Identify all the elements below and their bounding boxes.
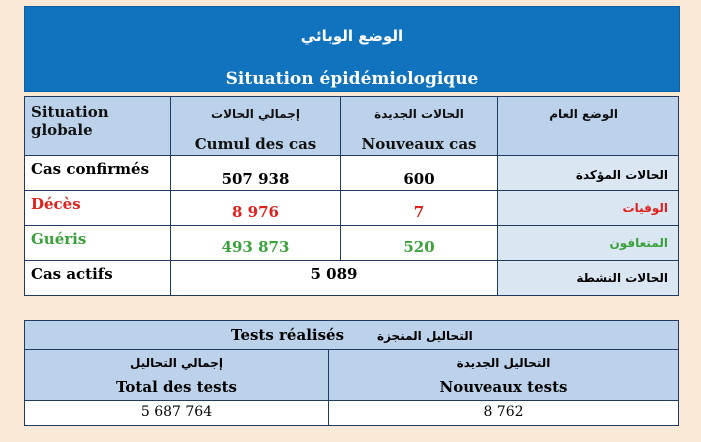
row-confirmed	[25, 156, 679, 191]
confirmed-new	[341, 156, 498, 191]
confirmed-label-text: Cas confirmés	[31, 160, 150, 178]
tests-title-row	[25, 321, 679, 350]
situation-table	[24, 96, 679, 296]
header-new	[341, 97, 498, 156]
row-deaths	[25, 191, 679, 226]
header-new-fr: Nouveaux cas	[361, 135, 477, 153]
header-cumul-fr: Cumul des cas	[194, 135, 317, 153]
header-new-ar: الحالات الجديدة	[374, 107, 464, 121]
tests-title-ar: التحاليل المنجزة	[377, 329, 473, 343]
confirmed-label-ar: الحالات المؤكدة	[575, 168, 668, 182]
confirmed-new-value: 600	[403, 170, 435, 188]
active-ar	[498, 261, 679, 296]
active-value: 5 089	[310, 265, 358, 283]
recovered-new	[341, 226, 498, 261]
recovered-label-text: Guéris	[31, 230, 87, 248]
banner-title-arabic: الوضع الوبائي	[300, 27, 404, 45]
row-recovered	[25, 226, 679, 261]
situation-header-row	[25, 97, 679, 156]
recovered-label-ar: المتعافون	[609, 236, 668, 250]
recovered-cumul	[171, 226, 341, 261]
active-label	[25, 261, 171, 296]
active-label-text: Cas actifs	[31, 265, 113, 283]
deaths-label-text: Décès	[31, 195, 81, 213]
deaths-cumul-value: 8 976	[232, 203, 279, 221]
deaths-ar	[498, 191, 679, 226]
confirmed-cumul	[171, 156, 341, 191]
header-global-label: Situation globale	[31, 103, 109, 139]
tests-header-row	[25, 350, 679, 401]
deaths-new	[341, 191, 498, 226]
confirmed-ar	[498, 156, 679, 191]
recovered-cumul-value: 493 873	[221, 238, 290, 256]
tests-title-cell	[25, 321, 679, 350]
tests-total-fr: Total des tests	[115, 378, 237, 396]
header-general-ar: الوضع العام	[549, 107, 618, 121]
tests-table	[24, 320, 679, 426]
tests-total-ar: إجمالي التحاليل	[130, 356, 223, 370]
tests-new-value: 8 762	[483, 404, 524, 420]
header-general	[498, 97, 679, 156]
deaths-new-value: 7	[413, 203, 425, 221]
banner-title-french: Situation épidémiologique	[225, 69, 479, 89]
tests-new-ar: التحاليل الجديدة	[456, 356, 551, 370]
deaths-label	[25, 191, 171, 226]
tests-values-row	[25, 401, 679, 426]
header-global	[25, 97, 171, 156]
row-active	[25, 261, 679, 296]
recovered-ar	[498, 226, 679, 261]
confirmed-label	[25, 156, 171, 191]
recovered-label	[25, 226, 171, 261]
header-cumul	[171, 97, 341, 156]
deaths-label-ar: الوفيات	[622, 201, 668, 215]
header-cumul-ar: إجمالي الحالات	[211, 107, 300, 121]
confirmed-cumul-value: 507 938	[221, 170, 290, 188]
deaths-cumul	[171, 191, 341, 226]
active-value-cell	[171, 261, 498, 296]
recovered-new-value: 520	[403, 238, 435, 256]
tests-total-cell	[25, 401, 329, 426]
tests-new-fr: Nouveaux tests	[439, 378, 568, 396]
active-label-ar: الحالات النشطة	[576, 271, 668, 285]
title-banner	[24, 6, 680, 92]
tests-title-fr: Tests réalisés	[231, 326, 345, 344]
tests-new-header	[329, 350, 679, 401]
tests-total-header	[25, 350, 329, 401]
tests-new-cell	[329, 401, 679, 426]
tests-total-value: 5 687 764	[140, 404, 213, 420]
